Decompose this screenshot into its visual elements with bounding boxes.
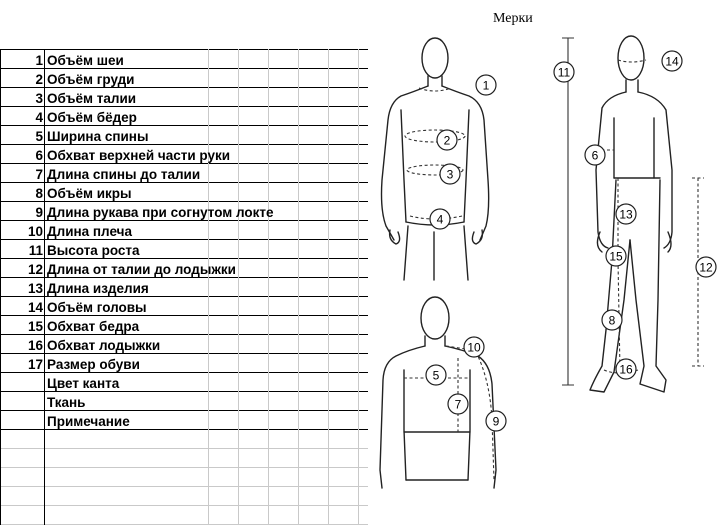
row-number: 11 <box>28 243 43 258</box>
row-number: 4 <box>35 110 43 125</box>
table-row <box>0 70 368 89</box>
table-row <box>0 317 368 336</box>
row-label: Длина плеча <box>47 224 132 239</box>
marker-label-16: 16 <box>619 362 633 377</box>
marker-label-8: 8 <box>608 313 616 328</box>
row-number: 5 <box>35 129 43 144</box>
row-label: Объём груди <box>47 72 135 87</box>
back-figure <box>380 297 496 488</box>
marker-label-12: 12 <box>699 260 713 275</box>
marker-label-6: 6 <box>591 148 599 163</box>
row-number: 8 <box>35 186 43 201</box>
table-row <box>0 89 368 108</box>
marker-label-11: 11 <box>557 65 571 80</box>
row-number: 14 <box>27 300 43 315</box>
table-row <box>0 374 368 393</box>
row-label: Ширина спины <box>47 129 149 144</box>
row-number: 7 <box>35 167 43 182</box>
row-label: Объём икры <box>47 186 132 201</box>
row-label: Длина рукава при согнутом локте <box>47 205 274 220</box>
marker-label-7: 7 <box>454 397 462 412</box>
grid-line <box>0 448 368 449</box>
row-label: Обхват бедра <box>47 319 140 334</box>
row-number: 12 <box>27 262 43 277</box>
row-label: Ткань <box>47 395 86 410</box>
front-figure <box>382 38 489 280</box>
table-row <box>0 51 368 70</box>
marker-label-5: 5 <box>432 368 440 383</box>
row-number: 9 <box>35 205 43 220</box>
table-row <box>0 298 368 317</box>
row-label: Цвет канта <box>47 376 120 391</box>
table-row <box>0 165 368 184</box>
marker-label-4: 4 <box>436 212 444 227</box>
table-row <box>0 279 368 298</box>
marker-label-15: 15 <box>609 249 623 264</box>
diagram-title: Мерки <box>493 11 533 26</box>
marker-label-9: 9 <box>492 414 500 429</box>
row-label: Объём головы <box>47 300 147 315</box>
row-label: Обхват лодыжки <box>47 338 161 353</box>
row-number: 3 <box>35 91 43 106</box>
row-number: 17 <box>27 357 43 372</box>
row-label: Объём бёдер <box>47 110 137 125</box>
table-row <box>0 241 368 260</box>
table-row <box>0 393 368 412</box>
row-label: Высота роста <box>47 243 140 258</box>
table-row <box>0 146 368 165</box>
table-row <box>0 355 368 374</box>
row-number: 15 <box>27 319 43 334</box>
body-figures-illustration <box>368 0 722 525</box>
grid-line <box>0 486 368 487</box>
row-label: Обхват верхней части руки <box>47 148 231 163</box>
marker-label-2: 2 <box>443 133 451 148</box>
marker-label-10: 10 <box>467 340 481 355</box>
table-row <box>0 127 368 146</box>
grid-line <box>0 49 368 50</box>
grid-line <box>0 467 368 468</box>
table-row <box>0 108 368 127</box>
marker-label-1: 1 <box>482 78 490 93</box>
row-number: 1 <box>35 53 43 68</box>
row-number: 13 <box>27 281 43 296</box>
row-label: Длина от талии до лодыжки <box>47 262 236 277</box>
measurement-diagram <box>368 0 722 525</box>
row-number: 6 <box>35 148 43 163</box>
table-row <box>0 412 368 431</box>
row-label: Объём талии <box>47 91 137 106</box>
table-row <box>0 203 368 222</box>
row-number: 16 <box>27 338 43 353</box>
row-label: Примечание <box>47 414 130 429</box>
marker-label-13: 13 <box>619 207 633 222</box>
table-row <box>0 184 368 203</box>
table-row <box>0 336 368 355</box>
grid-line <box>0 505 368 506</box>
row-number: 2 <box>35 72 43 87</box>
table-row <box>0 222 368 241</box>
row-label: Длина спины до талии <box>47 167 201 182</box>
marker-label-3: 3 <box>446 167 454 182</box>
row-label: Размер обуви <box>47 357 140 372</box>
table-row <box>0 260 368 279</box>
row-number: 10 <box>27 224 43 239</box>
row-label: Длина изделия <box>47 281 149 296</box>
row-label: Объём шеи <box>47 53 124 68</box>
marker-label-14: 14 <box>665 54 679 69</box>
